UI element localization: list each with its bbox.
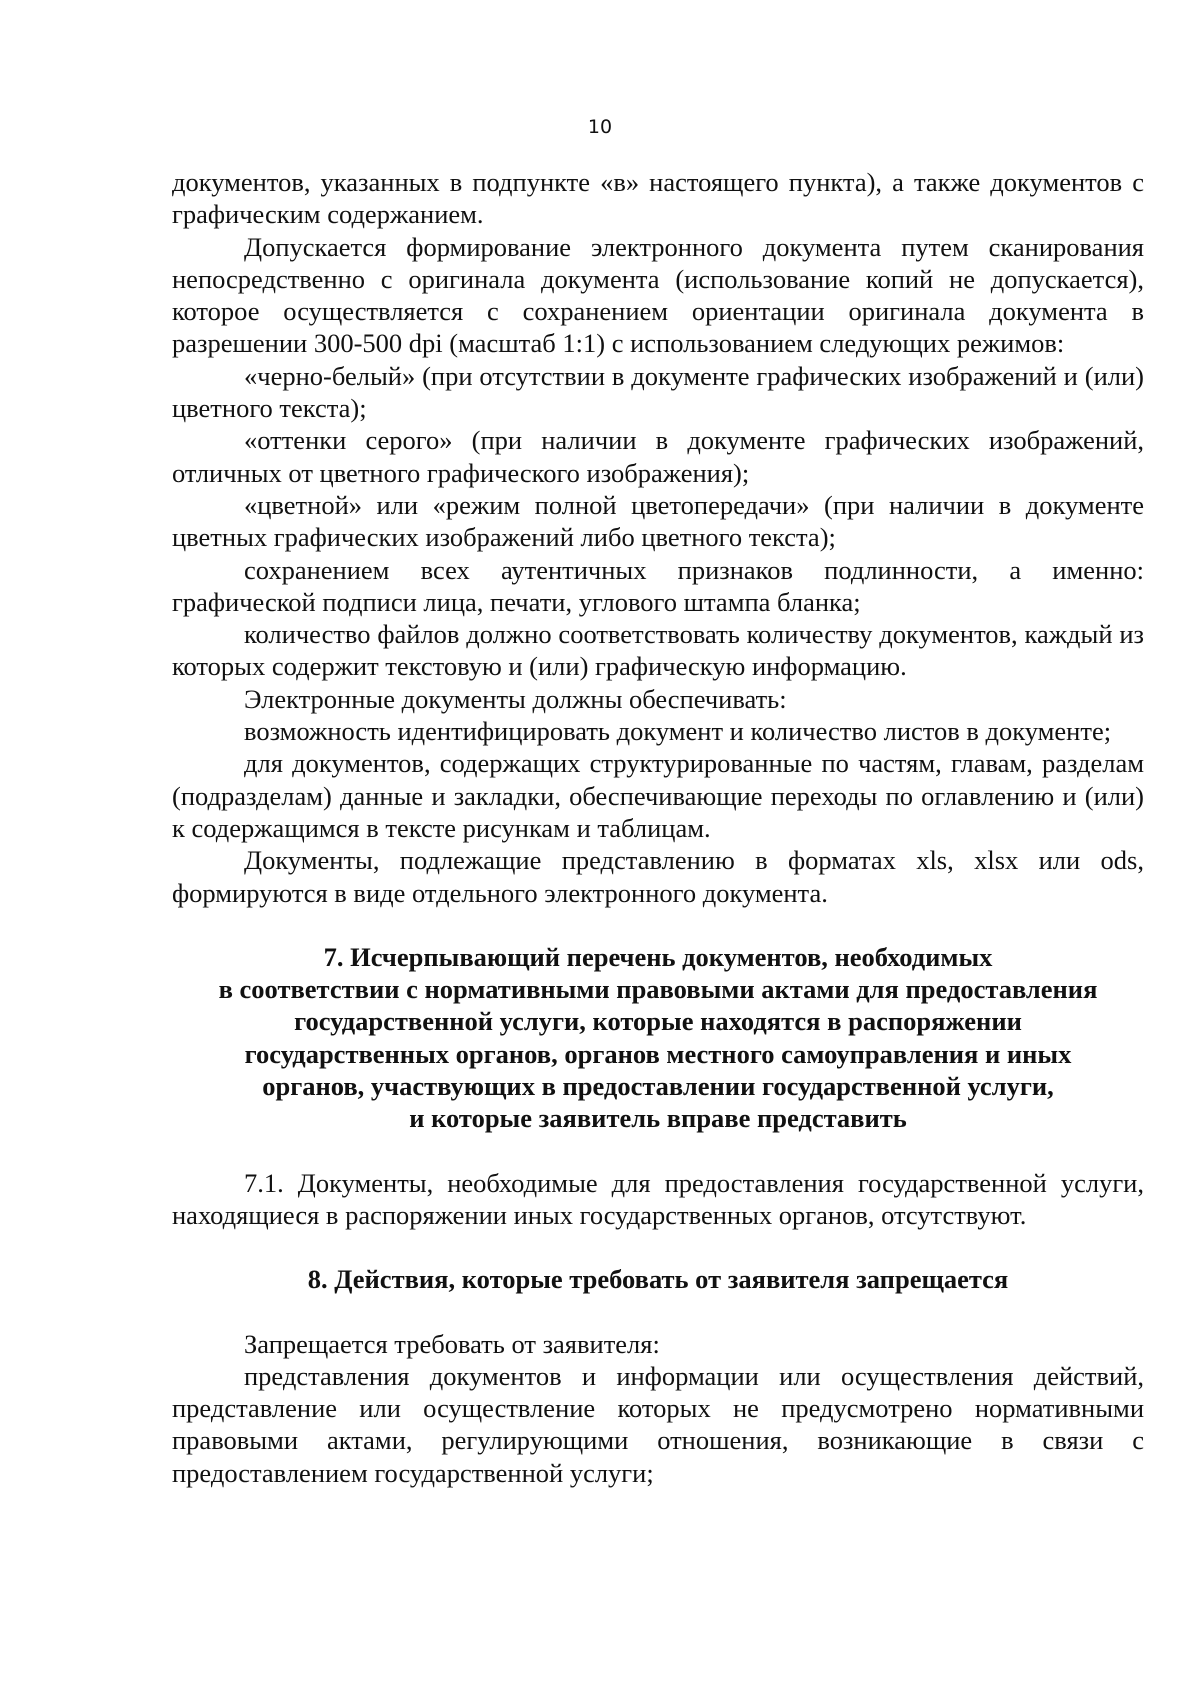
heading-line: и которые заявитель вправе представить — [409, 1103, 907, 1134]
paragraph: «черно-белый» (при отсутствии в документе графических изображений и (или) цветного текста); — [172, 360, 1144, 424]
paragraph: сохранением всех аутентичных признаков подлинности, а именно: графической подписи лица, печати, углового штампа бланка; — [172, 554, 1144, 617]
heading-line: 7. Исчерпывающий перечень документов, необходимых — [323, 941, 993, 972]
page-number: 10 — [587, 116, 613, 138]
heading-line: государственной услуги, которые находятся в распоряжении — [294, 1006, 1022, 1037]
section-8-heading: 8. Действия, которые требовать от заявителя запрещается — [307, 1264, 1009, 1295]
paragraph: возможность идентифицировать документ и количество листов в документе; — [244, 716, 1112, 747]
paragraph: для документов, содержащих структурированные по частям, главам, разделам (подразделам) данные и закладки, обеспечивающие переходы по оглавлению и (или) к содержащимся в тексте рисункам и таблицам. — [172, 748, 1144, 843]
paragraph: документов, указанных в подпункте «в» настоящего пункта), а также документов с графическим содержанием. — [172, 167, 1144, 230]
paragraph: «оттенки серого» (при наличии в документе графических изображений, отличных от цветного графического изображения); — [172, 425, 1144, 488]
heading-line: органов, участвующих в предоставлении государственной услуги, — [262, 1071, 1054, 1102]
paragraph: представления документов и информации или осуществления действий, представление или осуществление которых не предусмотрено нормативными правовыми актами, регулирующими отношения, возникающие в связи с предоставлением государственной услуги; — [172, 1360, 1144, 1488]
section-7-heading — [172, 941, 1144, 1135]
paragraph: Запрещается требовать от заявителя: — [244, 1328, 660, 1359]
paragraph: Допускается формирование электронного документа путем сканирования непосредственно с оригинала документа (использование копий не допускается), которое осуществляется с сохранением ориентации оригинала документа в разрешении 300-500 dpi (масштаб 1:1) с использованием следующих режимов: — [172, 231, 1144, 359]
paragraph-7-1: 7.1. Документы, необходимые для предоставления государственной услуги, находящиеся в распоряжении иных государственных органов, отсутствуют. — [172, 1167, 1144, 1230]
heading-line: в соответствии с нормативными правовыми актами для предоставления — [218, 974, 1098, 1005]
heading-line: государственных органов, органов местного самоуправления и иных — [244, 1038, 1072, 1069]
paragraph: «цветной» или «режим полной цветопередачи» (при наличии в документе цветных графических изображений либо цветного текста); — [172, 489, 1144, 553]
document-body — [172, 166, 1144, 1489]
paragraph: Электронные документы должны обеспечивать: — [244, 683, 787, 714]
paragraph: Документы, подлежащие представлению в форматах xls, xlsx или ods, формируются в виде отдельного электронного документа. — [172, 845, 1144, 908]
paragraph: количество файлов должно соответствовать количеству документов, каждый из которых содержит текстовую и (или) графическую информацию. — [172, 619, 1144, 682]
